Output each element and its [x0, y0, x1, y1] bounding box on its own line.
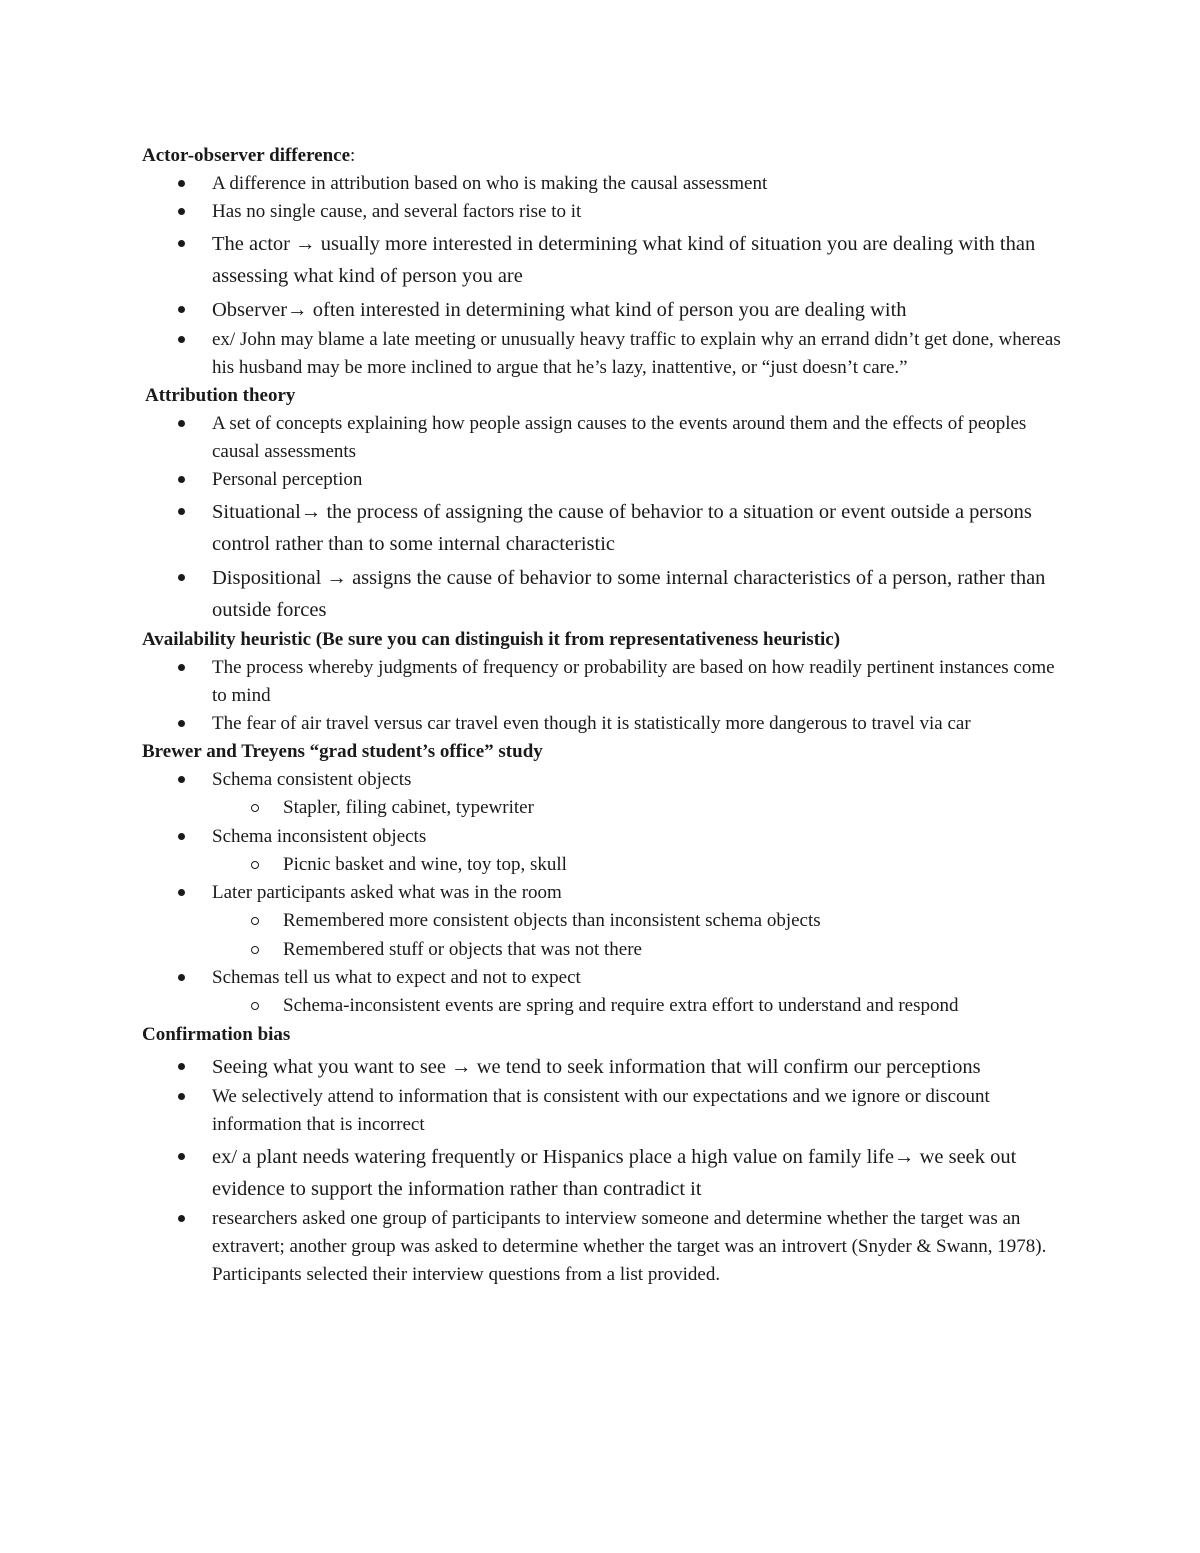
- list-item-text: Has no single cause, and several factors rise to it: [212, 201, 582, 222]
- list-item-text: The actor → usually more interested in determining what kind of situation you are dealing with than assessing what kind of person you are: [212, 233, 1036, 287]
- bullet-icon: [178, 336, 185, 343]
- section-heading-availability-heuristic: [142, 626, 1072, 654]
- bullet-list: [142, 654, 1072, 738]
- sub-list-item: [142, 907, 1072, 936]
- bullet-icon: [178, 476, 185, 483]
- bullet-icon: [178, 664, 185, 671]
- bullet-icon: [178, 1093, 185, 1100]
- section-title-suffix: :: [350, 145, 356, 166]
- bullet-icon: [178, 208, 185, 215]
- list-item-text: The process whereby judgments of frequency or probability are based on how readily pertinent instances come to mind: [212, 657, 1055, 706]
- hollow-bullet-icon: [251, 917, 259, 925]
- sub-list-item-text: Remembered more consistent objects than inconsistent schema objects: [283, 910, 821, 931]
- bullet-icon: [178, 1215, 185, 1222]
- bullet-icon: [178, 508, 185, 515]
- list-item-text: Seeing what you want to see → we tend to seek information that will confirm our perceptions: [212, 1055, 981, 1078]
- bullet-list: [142, 410, 1072, 626]
- list-item: [142, 466, 1072, 494]
- list-item-text: researchers asked one group of participants to interview someone and determine whether the target was an extravert; another group was asked to determine whether the target was an introvert (Snyder & Swann, 1978). Participants selected their interview questions from a list provided.: [212, 1207, 1047, 1285]
- sub-list-item: [142, 851, 1072, 880]
- section-heading-attribution-theory: [142, 382, 1072, 410]
- list-item: [142, 823, 1072, 851]
- bullet-icon: [178, 1063, 185, 1070]
- list-item: [142, 1051, 1072, 1083]
- list-item-text: Later participants asked what was in the room: [212, 882, 562, 903]
- bullet-icon: [178, 974, 185, 981]
- section-title: Attribution theory: [145, 385, 296, 406]
- bullet-icon: [178, 574, 185, 581]
- list-item: [142, 198, 1072, 226]
- sub-list-item: [142, 936, 1072, 965]
- list-item: [142, 710, 1072, 738]
- section-title: Availability heuristic (Be sure you can distinguish it from representativeness heuristic): [142, 629, 841, 650]
- section-heading-brewer-treyens: [142, 738, 1072, 766]
- list-item-text: Schema inconsistent objects: [212, 825, 427, 847]
- bullet-icon: [178, 180, 185, 187]
- list-item-text: Dispositional → assigns the cause of behavior to some internal characteristics of a person, rather than outside forces: [212, 567, 1046, 621]
- bullet-icon: [178, 776, 185, 783]
- list-item-text: Schemas tell us what to expect and not to expect: [212, 967, 581, 988]
- bullet-list: [142, 1051, 1072, 1289]
- list-item-text: ex/ John may blame a late meeting or unusually heavy traffic to explain why an errand didn’t get done, whereas his husband may be more inclined to argue that he’s lazy, inattentive, or “just doesn’t care.”: [212, 329, 1061, 378]
- list-item: [142, 496, 1072, 560]
- list-item-text: A set of concepts explaining how people assign causes to the events around them and the effects of peoples causal assessments: [212, 413, 1027, 462]
- list-item: [142, 326, 1072, 382]
- section-heading-actor-observer: [142, 142, 1072, 170]
- sub-list-item-text: Remembered stuff or objects that was not there: [283, 938, 642, 960]
- sub-list-item-text: Schema-inconsistent events are spring and require extra effort to understand and respond: [283, 995, 959, 1016]
- list-item-text: A difference in attribution based on who is making the causal assessment: [212, 173, 768, 194]
- bullet-icon: [178, 720, 185, 727]
- list-item: [142, 654, 1072, 710]
- list-item: [142, 294, 1072, 326]
- section-title: Confirmation bias: [142, 1023, 291, 1045]
- list-item: [142, 562, 1072, 626]
- section-title: Brewer and Treyens “grad student’s office” study: [142, 741, 543, 762]
- section-title: Actor-observer difference: [142, 145, 351, 166]
- list-item: [142, 228, 1072, 292]
- sub-list-item-text: Stapler, filing cabinet, typewriter: [283, 797, 534, 818]
- list-item: [142, 879, 1072, 907]
- bullet-list: [142, 170, 1072, 382]
- hollow-bullet-icon: [251, 804, 259, 812]
- list-item-text: Situational→ the process of assigning the cause of behavior to a situation or event outside a persons control rather than to some internal characteristic: [212, 501, 1032, 555]
- section-heading-confirmation-bias: [142, 1021, 1072, 1049]
- list-item: [142, 964, 1072, 992]
- hollow-bullet-icon: [251, 946, 259, 954]
- bullet-icon: [178, 833, 185, 840]
- bullet-list: [142, 766, 1072, 1021]
- sub-list-item: [142, 992, 1072, 1021]
- list-item-text: ex/ a plant needs watering frequently or Hispanics place a high value on family life→ we seek out evidence to support the information rather than contradict it: [212, 1145, 1017, 1200]
- bullet-icon: [178, 306, 185, 313]
- list-item: [142, 766, 1072, 794]
- list-item: [142, 1083, 1072, 1139]
- list-item-text: We selectively attend to information that is consistent with our expectations and we ignore or discount information that is incorrect: [212, 1085, 990, 1135]
- list-item-text: Personal perception: [212, 469, 363, 490]
- bullet-icon: [178, 240, 185, 247]
- bullet-icon: [178, 889, 185, 896]
- hollow-bullet-icon: [251, 861, 259, 869]
- list-item: [142, 1141, 1072, 1205]
- list-item: [142, 1205, 1072, 1289]
- list-item-text: Observer→ often interested in determining what kind of person you are dealing with: [212, 299, 907, 321]
- hollow-bullet-icon: [251, 1002, 259, 1010]
- list-item: [142, 410, 1072, 466]
- list-item: [142, 170, 1072, 198]
- bullet-icon: [178, 420, 185, 427]
- sub-list-item-text: Picnic basket and wine, toy top, skull: [283, 853, 567, 875]
- list-item-text: Schema consistent objects: [212, 769, 412, 790]
- sub-list-item: [142, 794, 1072, 823]
- list-item-text: The fear of air travel versus car travel even though it is statistically more dangerous to travel via car: [212, 713, 971, 734]
- bullet-icon: [178, 1153, 185, 1160]
- notes-body: [142, 142, 1072, 1289]
